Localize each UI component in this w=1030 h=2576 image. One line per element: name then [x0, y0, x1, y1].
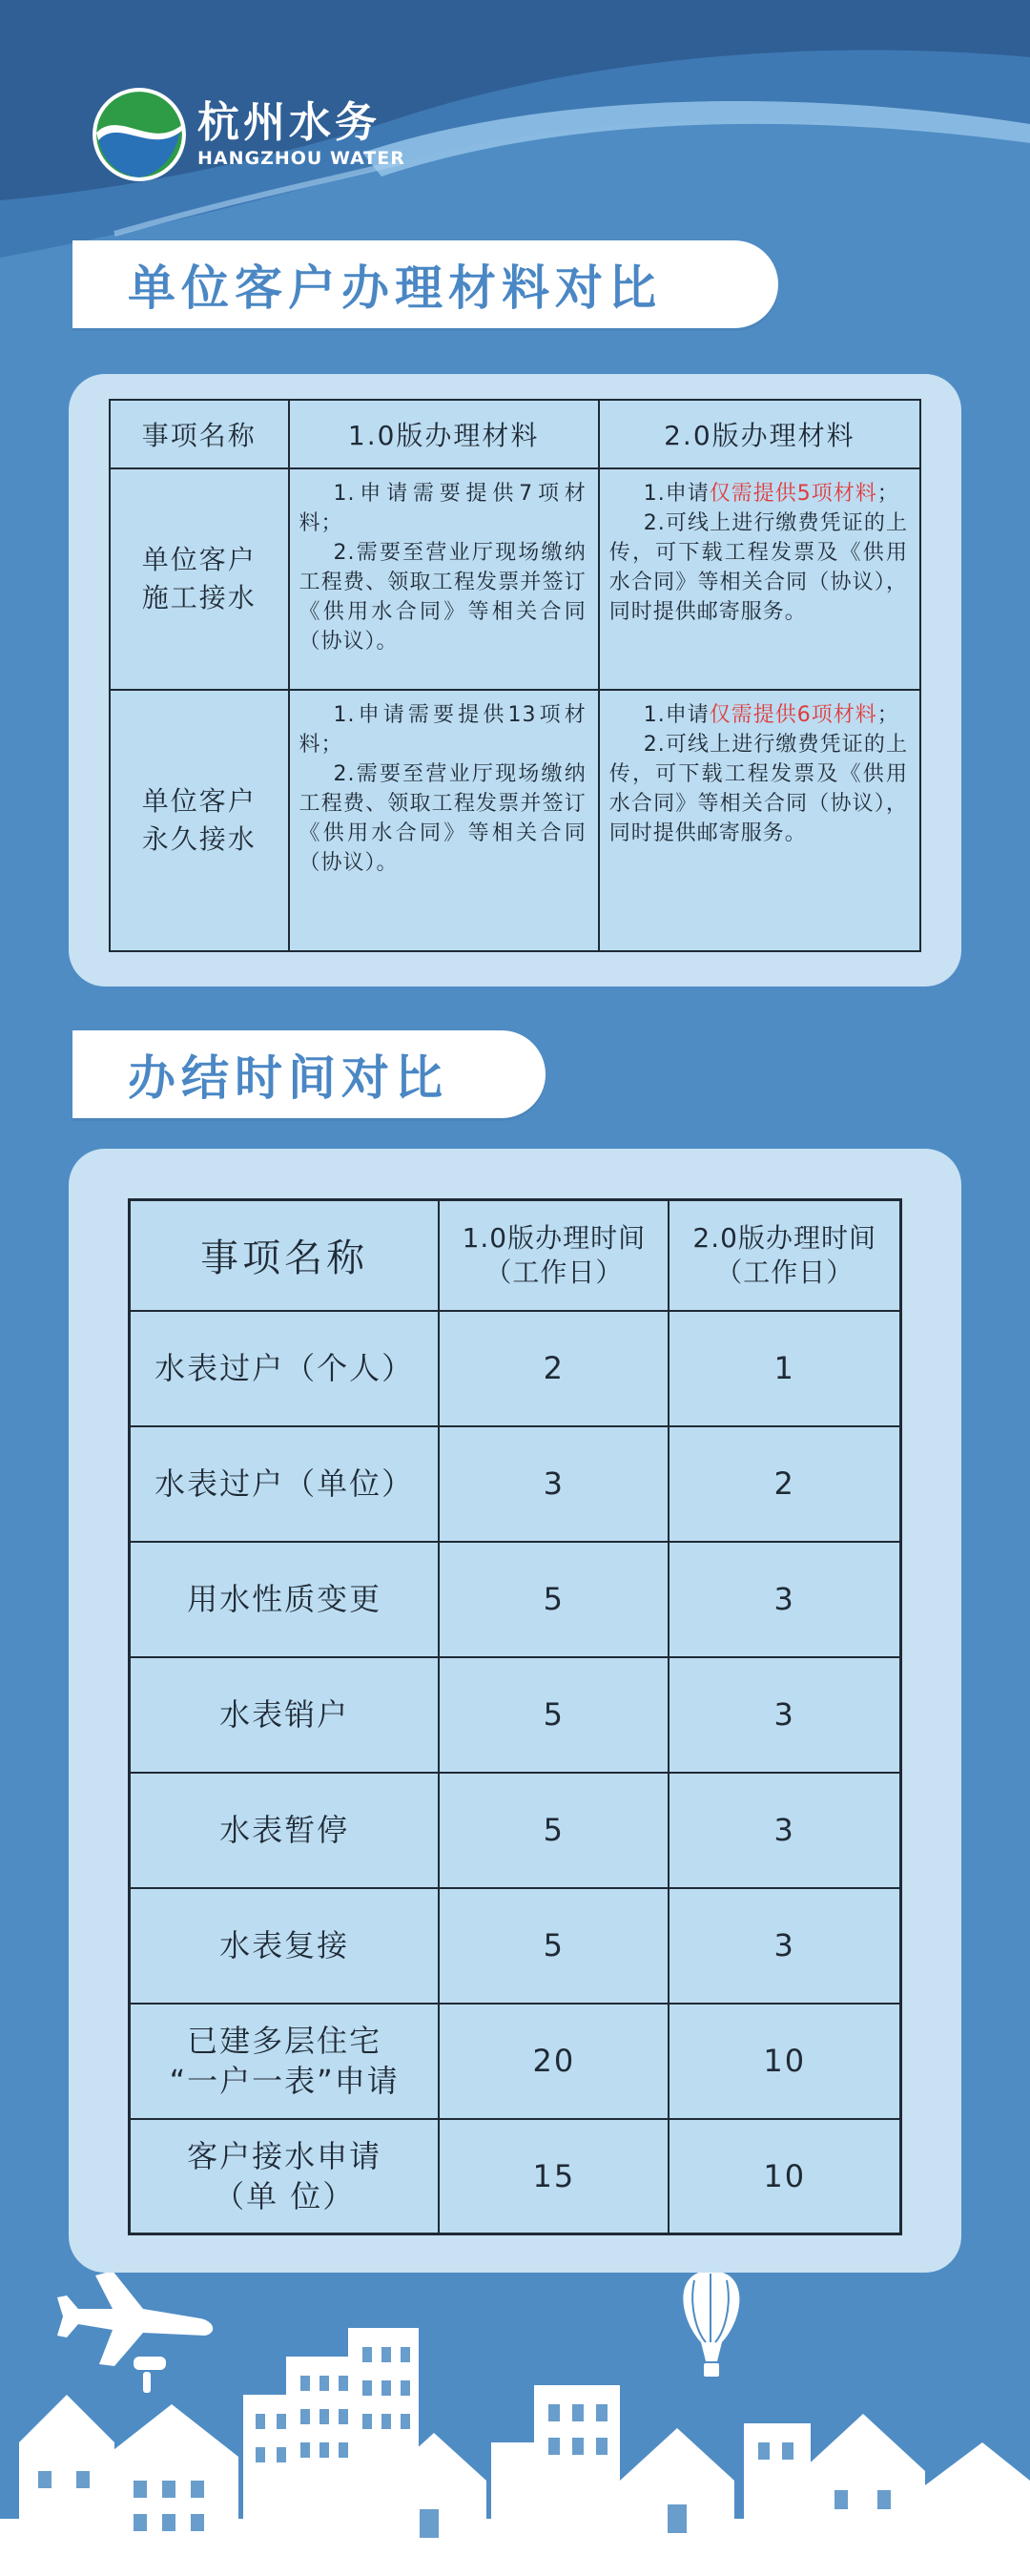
v2-materials-cell: 1.申请仅需提供6项材料； 2.可线上进行缴费凭证的上传，可下载工程发票及《供用水合同》等相关合同（协议），同时提供邮寄服务。: [599, 690, 920, 951]
header-v2-materials: 2.0版办理材料: [599, 400, 920, 468]
table-row: [130, 1888, 901, 2004]
v1-days-cell: 15: [439, 2119, 669, 2234]
row-item-name: 水表过户（个人）: [130, 1311, 440, 1426]
header-v1-materials: 1.0版办理材料: [289, 400, 599, 468]
header-v1-time: 1.0版办理时间 （工作日）: [439, 1200, 669, 1311]
table-row: [130, 1657, 901, 1773]
row-item-name: 水表复接: [130, 1888, 440, 2004]
processing-time-rows: [130, 1311, 901, 2234]
table-row: [130, 1311, 901, 1426]
section-title-processing-time: [72, 1030, 546, 1118]
section-title-processing-time-text: 办结时间对比: [128, 1050, 448, 1106]
v2-days-cell: 2: [669, 1426, 900, 1542]
v1-days-cell: 5: [439, 1773, 669, 1888]
table-row: [130, 2004, 901, 2119]
table-header-row: [110, 400, 920, 468]
v1-days-cell: 20: [439, 2004, 669, 2119]
v2-days-cell: 3: [669, 1888, 900, 2004]
row-item-name: 水表过户（单位）: [130, 1426, 440, 1542]
v1-days-cell: 2: [439, 1311, 669, 1426]
v1-days-cell: 5: [439, 1657, 669, 1773]
hangzhou-water-logo: [91, 86, 405, 183]
table-row: [130, 1426, 901, 1542]
v2-days-cell: 3: [669, 1773, 900, 1888]
logo-name-en: HANGZHOU WATER: [197, 148, 405, 169]
v1-materials-cell: 1.申请需要提供7项材料； 2.需要至营业厅现场缴纳工程费、领取工程发票并签订《供用水合同》等相关合同（协议）。: [289, 468, 599, 690]
row-item-name: 单位客户 永久接水: [110, 690, 289, 951]
v1-days-cell: 5: [439, 1888, 669, 2004]
header-item-name: 事项名称: [130, 1200, 440, 1311]
v1-days-cell: 5: [439, 1542, 669, 1657]
header-v2-time: 2.0版办理时间 （工作日）: [669, 1200, 900, 1311]
v2-materials-cell: 1.申请仅需提供5项材料； 2.可线上进行缴费凭证的上传，可下载工程发票及《供用水合同》等相关合同（协议），同时提供邮寄服务。: [599, 468, 920, 690]
row-item-name: 客户接水申请 （单 位）: [130, 2119, 440, 2234]
table-header-row: [130, 1200, 901, 1311]
water-drop-logo-icon: [91, 86, 188, 183]
table-row: [130, 1542, 901, 1657]
section-title-materials: [72, 240, 778, 328]
processing-time-table: [128, 1198, 902, 2235]
table-row: [130, 2119, 901, 2234]
row-item-name: 用水性质变更: [130, 1542, 440, 1657]
header-item-name: 事项名称: [110, 400, 289, 468]
v1-materials-cell: 1.申请需要提供13项材料； 2.需要至营业厅现场缴纳工程费、领取工程发票并签订《供用水合同》等相关合同（协议）。: [289, 690, 599, 951]
v2-days-cell: 3: [669, 1542, 900, 1657]
v2-days-cell: 10: [669, 2119, 900, 2234]
v2-days-cell: 1: [669, 1311, 900, 1426]
row-item-name: 单位客户 施工接水: [110, 468, 289, 690]
table-row: [130, 1773, 901, 1888]
logo-name-cn: 杭州水务: [197, 98, 381, 147]
table-row: [110, 468, 920, 690]
highlight-text: 仅需提供5项材料: [709, 482, 877, 506]
v1-days-cell: 3: [439, 1426, 669, 1542]
highlight-text: 仅需提供6项材料: [709, 703, 877, 727]
section-title-materials-text: 单位客户办理材料对比: [128, 260, 662, 316]
materials-comparison-table: [109, 399, 921, 952]
row-item-name: 水表销户: [130, 1657, 440, 1773]
v2-days-cell: 10: [669, 2004, 900, 2119]
row-item-name: 水表暂停: [130, 1773, 440, 1888]
row-item-name: 已建多层住宅 “一户一表”申请: [130, 2004, 440, 2119]
v2-days-cell: 3: [669, 1657, 900, 1773]
table-row: [110, 690, 920, 951]
